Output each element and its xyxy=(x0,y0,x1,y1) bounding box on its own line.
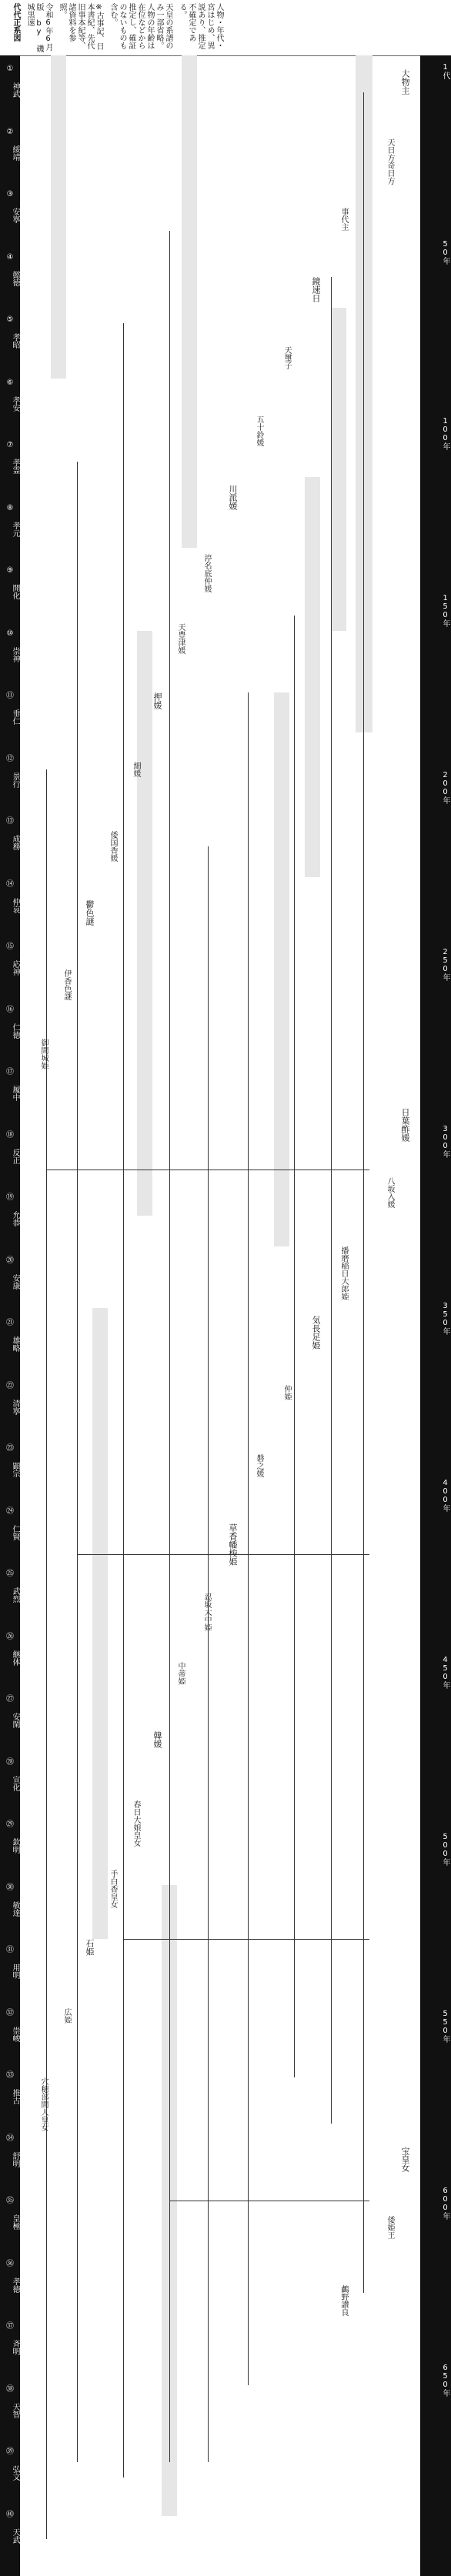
person-name: 磐之媛 xyxy=(255,1454,263,1477)
emperor-name: 舒明 xyxy=(11,2151,19,2167)
lineage-band xyxy=(51,55,66,379)
generation-number: ㊱ xyxy=(6,2259,14,2268)
emperor-name: 履中 xyxy=(11,1086,19,1101)
emperor-name: 孝徳 xyxy=(11,2277,19,2293)
generation-number: ㉚ xyxy=(6,1883,14,1892)
person-name: 伊香色謎 xyxy=(62,969,71,1000)
person-name: 押媛 xyxy=(152,692,162,709)
person-name: 気長足姫 xyxy=(311,1316,321,1350)
lineage-band xyxy=(182,55,197,548)
emperor-name: 応神 xyxy=(11,960,19,976)
lineage-band xyxy=(356,55,372,732)
generation-number: ④ xyxy=(6,252,14,262)
generation-number: ㉗ xyxy=(6,1695,14,1703)
lineage-band xyxy=(305,477,320,877)
person-name: 倭国香媛 xyxy=(109,831,117,862)
generation-number: ㊵ xyxy=(6,2510,14,2519)
person-name: 渟名底仲媛 xyxy=(202,554,211,592)
person-name: 韓媛 xyxy=(152,1731,162,1748)
lineage-band xyxy=(331,308,346,631)
generation-number: ㉘ xyxy=(6,1757,14,1767)
era-label: 350年 xyxy=(441,1302,449,1335)
note-line-4: 人物・年代・宮はじめ、異説あり、推定不確定である。 xyxy=(178,3,223,49)
generation-number: ㉖ xyxy=(6,1632,14,1641)
emperor-name: 顕宗 xyxy=(11,1462,19,1477)
lineage-line xyxy=(46,769,47,2539)
person-name: 広姫 xyxy=(62,2008,71,2024)
emperor-name: 安閑 xyxy=(11,1713,19,1728)
emperor-name: 孝元 xyxy=(11,521,19,537)
generation-number: ⑲ xyxy=(6,1193,14,1202)
generation-number: ⑮ xyxy=(6,943,14,951)
note-line-3: 天皇の系譜のみ一部省略。人物の年齢は在位などから推定し、確証のないものも含む。 xyxy=(109,3,172,49)
generation-number: ⑬ xyxy=(6,817,14,826)
person-name: 日葉酢媛 xyxy=(400,1108,410,1142)
generation-number: ㉓ xyxy=(6,1444,14,1453)
person-name: 忍坂大中姫 xyxy=(202,1593,211,1631)
generation-number: ⑤ xyxy=(6,315,14,324)
lineage-line xyxy=(331,277,332,2124)
emperor-name: 継体 xyxy=(11,1650,19,1666)
person-name: 穴穂部間人皇女 xyxy=(39,2077,48,2131)
note-line-1: 令和6年6月版 by 磯城黒速 xyxy=(25,3,52,52)
emperor-name: 安康 xyxy=(11,1273,19,1290)
generation-number: ① xyxy=(6,65,14,73)
person-name: 倭姫王 xyxy=(386,2216,394,2239)
emperor-name: 孝安 xyxy=(11,395,19,412)
emperor-name: 孝霊 xyxy=(11,459,19,474)
note-line-2: ※古事記、日本書紀、先代旧事本紀等、諸資料を参照。 xyxy=(58,3,103,50)
emperor-name: 武烈 xyxy=(11,1587,19,1603)
era-label: 400年 xyxy=(441,1479,449,1512)
person-name: 天璽子 xyxy=(282,346,291,369)
generation-column xyxy=(0,55,20,2576)
emperor-name: 崇峻 xyxy=(11,2026,19,2042)
era-label: 650年 xyxy=(441,2364,449,2397)
person-name: 仲姫 xyxy=(282,1385,291,1400)
generation-number: ⑥ xyxy=(6,378,14,387)
emperor-name: 欽明 xyxy=(11,1838,19,1854)
chart-title: 代代正系図 xyxy=(12,3,20,42)
generation-number: ㉕ xyxy=(6,1570,14,1578)
emperor-name: 雄略 xyxy=(11,1336,19,1352)
era-label: 200年 xyxy=(441,771,449,804)
generation-number: ③ xyxy=(6,190,14,199)
lineage-line xyxy=(169,231,170,2462)
generation-number: ⑱ xyxy=(6,1130,14,1140)
generation-number: ⑧ xyxy=(6,503,14,512)
generation-number: ⑰ xyxy=(6,1068,14,1076)
emperor-name: 孝昭 xyxy=(11,333,19,349)
era-label: 500年 xyxy=(441,1833,449,1866)
lineage-line xyxy=(248,692,249,2385)
era-label: 1代 xyxy=(441,63,449,79)
person-name: 川派媛 xyxy=(228,485,238,510)
emperor-name: 用明 xyxy=(11,1964,19,1979)
generation-number: ⑨ xyxy=(6,566,14,575)
person-name: 手白香皇女 xyxy=(109,1870,117,1908)
person-name: 事代主 xyxy=(339,208,348,231)
lineage-line xyxy=(363,92,364,2293)
era-label: 100年 xyxy=(441,417,449,450)
generation-number: ㊴ xyxy=(6,2448,14,2456)
person-name: 草香幡梭姫 xyxy=(228,1523,238,1566)
person-name: 細媛 xyxy=(132,762,140,777)
person-name: 大物主 xyxy=(400,69,410,95)
era-label: 250年 xyxy=(441,948,449,981)
emperor-name: 懿徳 xyxy=(11,270,19,286)
lineage-line xyxy=(123,1939,369,1940)
person-name: 宝皇女 xyxy=(400,2147,410,2172)
generation-number: ⑩ xyxy=(6,629,14,638)
era-label: 50年 xyxy=(441,240,449,265)
emperor-name: 允恭 xyxy=(11,1211,19,1226)
generation-number: ② xyxy=(6,127,14,136)
emperor-name: 神武 xyxy=(11,82,19,98)
emperor-name: 斉明 xyxy=(11,2340,19,2355)
emperor-name: 天智 xyxy=(11,2402,19,2418)
lineage-band xyxy=(274,692,289,1246)
person-name: 春日大娘皇女 xyxy=(132,1800,140,1847)
generation-number: ㊳ xyxy=(6,2384,14,2394)
lineage-band xyxy=(137,631,152,1216)
person-name: 天豊津媛 xyxy=(176,623,185,654)
generation-number: ㉒ xyxy=(6,1381,14,1390)
generation-number: ㊲ xyxy=(6,2322,14,2331)
generation-number: ㉛ xyxy=(6,1946,14,1954)
person-name: 播磨稲日大郎姫 xyxy=(339,1246,348,1300)
era-column xyxy=(420,55,451,2576)
person-name: 鬱色謎 xyxy=(85,900,95,926)
person-name: 八坂入媛 xyxy=(386,1177,394,1208)
generation-number: ㉙ xyxy=(6,1820,14,1829)
person-name: 五十鈴媛 xyxy=(255,415,263,446)
lineage-line xyxy=(77,1554,369,1555)
era-label: 450年 xyxy=(441,1656,449,1689)
header xyxy=(0,0,451,56)
generation-number: ㉑ xyxy=(6,1319,14,1327)
emperor-name: 敏達 xyxy=(11,1900,19,1917)
emperor-name: 崇神 xyxy=(11,646,19,662)
emperor-name: 弘文 xyxy=(11,2465,19,2481)
person-name: 石姫 xyxy=(85,1939,95,1956)
generation-number: ⑳ xyxy=(6,1256,14,1265)
emperor-name: 宣化 xyxy=(11,1775,19,1791)
generation-number: ㉞ xyxy=(6,2134,14,2143)
generation-number: ㉜ xyxy=(6,2008,14,2017)
generation-number: ㉔ xyxy=(6,1507,14,1516)
person-name: 鸕野讃良 xyxy=(339,2285,348,2316)
generation-number: ㉝ xyxy=(6,2071,14,2080)
era-label: 550年 xyxy=(441,2010,449,2043)
person-name: 天日方奇日方 xyxy=(386,138,394,185)
emperor-name: 仁賢 xyxy=(11,1524,19,1540)
emperor-name: 皇極 xyxy=(11,2214,19,2230)
generation-number: ⑯ xyxy=(6,1005,14,1014)
lineage-line xyxy=(123,323,124,2478)
generation-number: ⑪ xyxy=(6,692,14,700)
era-label: 300年 xyxy=(441,1125,449,1158)
person-name: 御間城姫 xyxy=(39,1039,48,1069)
generation-number: ㉟ xyxy=(6,2197,14,2205)
emperor-name: 成務 xyxy=(11,835,19,850)
emperor-name: 仁徳 xyxy=(11,1023,19,1039)
emperor-name: 垂仁 xyxy=(11,709,19,725)
lineage-line xyxy=(208,846,209,2462)
emperor-name: 天武 xyxy=(11,2528,19,2544)
emperor-name: 景行 xyxy=(11,772,19,788)
emperor-name: 開化 xyxy=(11,584,19,599)
lineage-band xyxy=(92,1308,108,1939)
emperor-name: 清寧 xyxy=(11,1399,19,1415)
person-name: 中蒂姫 xyxy=(176,1662,185,1685)
emperor-name: 推古 xyxy=(11,2089,19,2104)
person-name: 鏡速日 xyxy=(311,277,321,302)
generation-number: ⑦ xyxy=(6,441,14,449)
era-label: 600年 xyxy=(441,2187,449,2220)
generation-number: ⑭ xyxy=(6,879,14,889)
generation-number: ⑫ xyxy=(6,754,14,763)
emperor-name: 仲哀 xyxy=(11,897,19,913)
era-label: 150年 xyxy=(441,594,449,627)
emperor-name: 綏靖 xyxy=(11,145,19,161)
emperor-name: 安寧 xyxy=(11,208,19,223)
lineage-line xyxy=(294,616,295,2077)
emperor-name: 反正 xyxy=(11,1148,19,1164)
lineage-line xyxy=(77,462,78,2462)
